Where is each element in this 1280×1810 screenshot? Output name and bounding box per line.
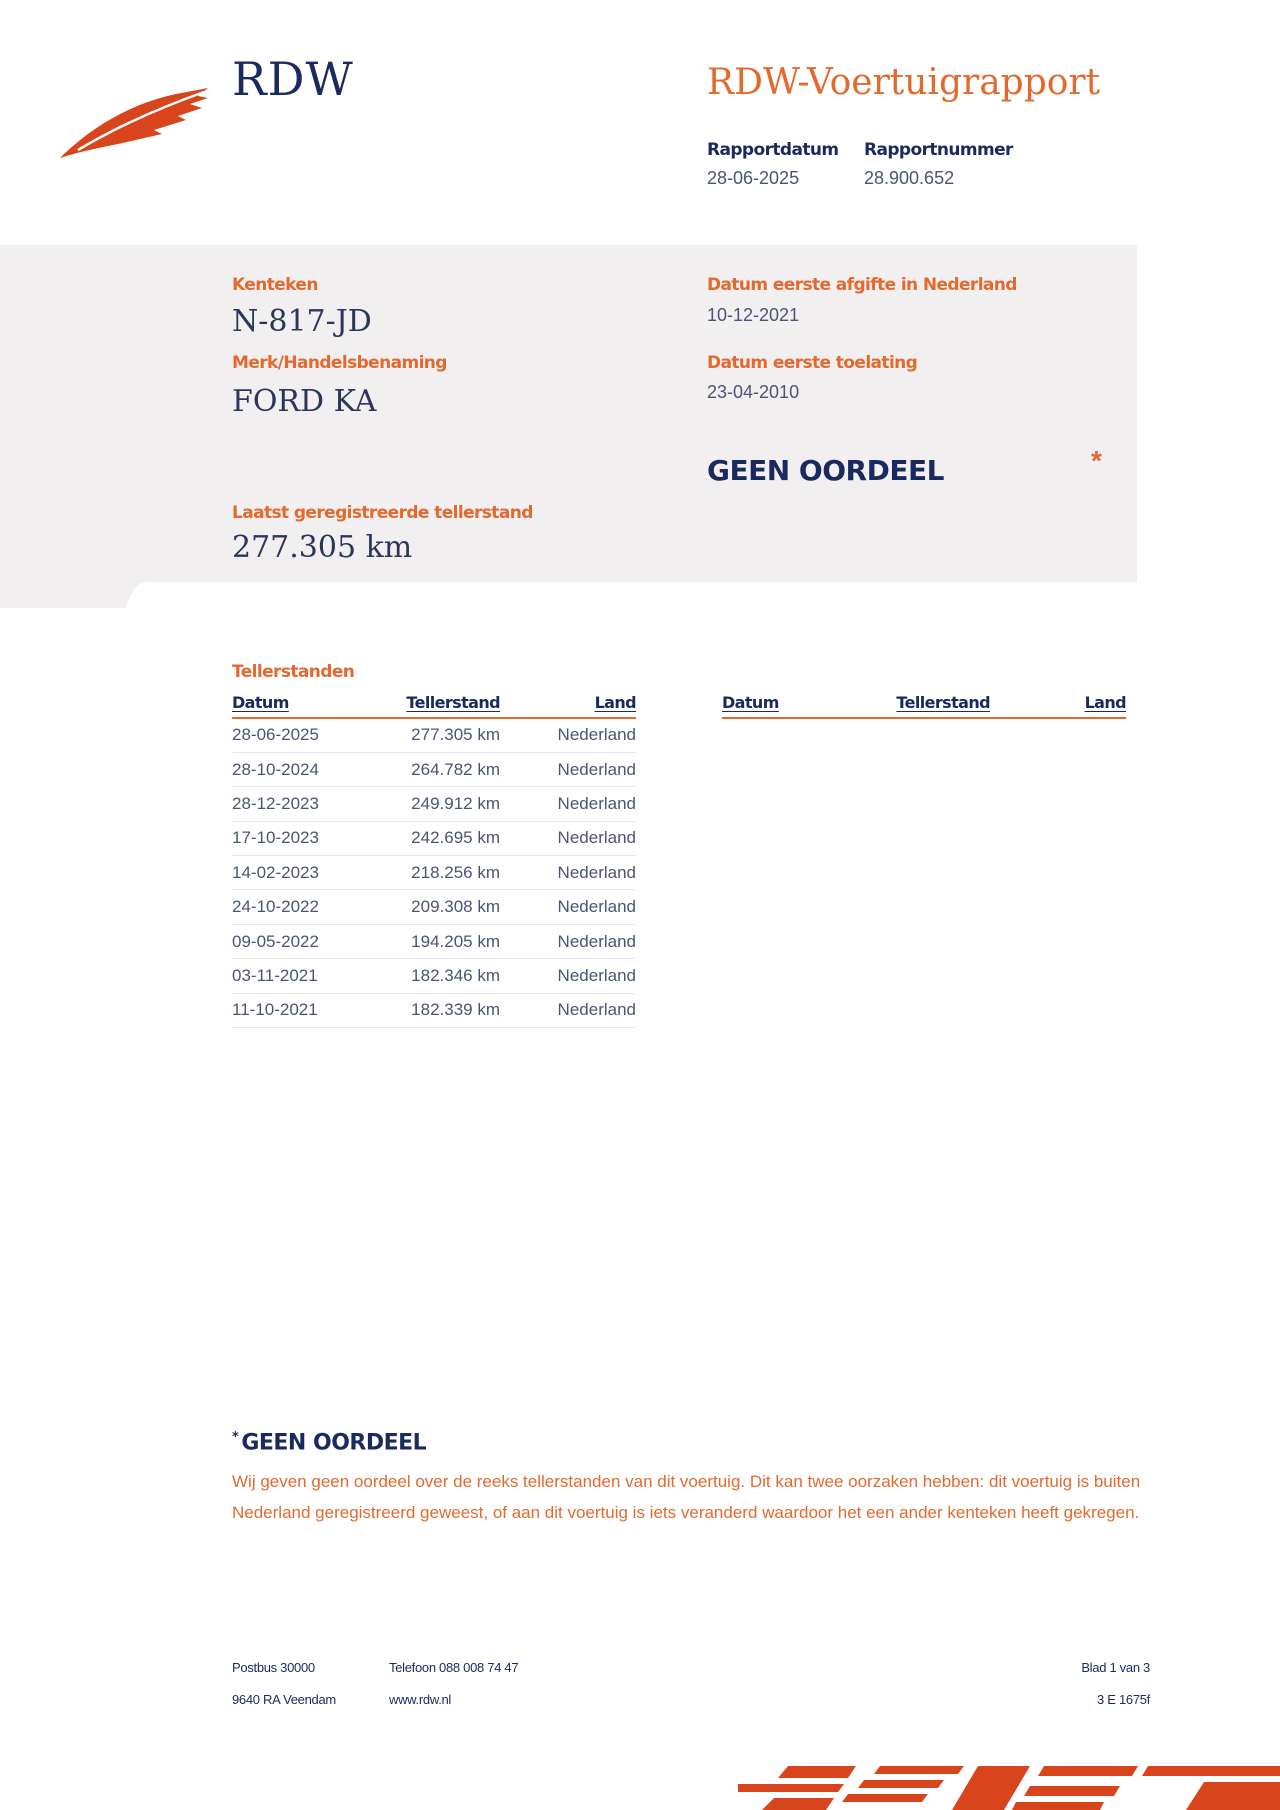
report-number: 28.900.652 bbox=[864, 168, 955, 188]
last-odometer-value: 277.305 km bbox=[232, 530, 413, 565]
odometer-reading: 194.205 km bbox=[378, 924, 500, 958]
plate-label: Kenteken bbox=[232, 275, 318, 295]
table-row bbox=[232, 993, 636, 1027]
odometer-table-left bbox=[232, 688, 636, 1028]
table-row bbox=[232, 924, 636, 958]
make-label: Merk/Handelsbenaming bbox=[232, 353, 447, 373]
footer-page-number: Blad 1 van 3 bbox=[1081, 1660, 1150, 1675]
odometer-date: 03-11-2021 bbox=[232, 959, 378, 993]
odometer-country: Nederland bbox=[500, 993, 636, 1027]
column-header-reading: Tellerstand bbox=[868, 688, 990, 718]
odometer-date: 28-10-2024 bbox=[232, 752, 378, 786]
odometer-date: 17-10-2023 bbox=[232, 821, 378, 855]
report-title: RDW-Voertuigrapport bbox=[707, 62, 1101, 103]
column-header-reading: Tellerstand bbox=[378, 688, 500, 718]
odometer-date: 14-02-2023 bbox=[232, 856, 378, 890]
last-odometer-label: Laatst geregistreerde tellerstand bbox=[232, 503, 533, 523]
footer-code: 3 E 1675f bbox=[1097, 1692, 1150, 1707]
brand-name: RDW bbox=[232, 52, 354, 106]
first-issue-nl-label: Datum eerste afgifte in Nederland bbox=[707, 275, 1017, 295]
column-header-date: Datum bbox=[722, 688, 868, 718]
column-header-country: Land bbox=[990, 688, 1126, 718]
table-row bbox=[232, 821, 636, 855]
rdw-stripes-icon bbox=[738, 1758, 1280, 1810]
table-row bbox=[232, 856, 636, 890]
odometer-section-title: Tellerstanden bbox=[232, 662, 355, 682]
footer-postbus: Postbus 30000 bbox=[232, 1660, 315, 1675]
odometer-reading: 218.256 km bbox=[378, 856, 500, 890]
vehicle-info-panel bbox=[0, 245, 1137, 582]
table-row bbox=[232, 890, 636, 924]
odometer-country: Nederland bbox=[500, 787, 636, 821]
odometer-country: Nederland bbox=[500, 752, 636, 786]
column-header-country: Land bbox=[500, 688, 636, 718]
odometer-reading: 209.308 km bbox=[378, 890, 500, 924]
table-header-row bbox=[232, 688, 636, 718]
make-value: FORD KA bbox=[232, 384, 377, 419]
report-date: 28-06-2025 bbox=[707, 168, 800, 188]
report-date-label: Rapportdatum bbox=[707, 140, 839, 160]
footnote-title bbox=[232, 1430, 426, 1455]
odometer-rows bbox=[232, 718, 636, 1028]
odometer-country: Nederland bbox=[500, 718, 636, 752]
odometer-date: 09-05-2022 bbox=[232, 924, 378, 958]
rdw-feather-logo-icon bbox=[58, 82, 210, 160]
verdict-asterisk: * bbox=[1091, 445, 1102, 476]
table-row bbox=[232, 752, 636, 786]
odometer-reading: 182.339 km bbox=[378, 993, 500, 1027]
info-panel-tab bbox=[0, 580, 1137, 610]
verdict-text: GEEN OORDEEL bbox=[707, 454, 944, 487]
odometer-reading: 249.912 km bbox=[378, 787, 500, 821]
odometer-country: Nederland bbox=[500, 890, 636, 924]
footnote-text: Wij geven geen oordeel over de reeks tellerstanden van dit voertuig. Dit kan twee oorzaken hebben: dit voertuig is buiten Nederland geregistreerd geweest, of aan dit voertuig is iets veranderd waardoor het een ander kenteken heeft gekregen. bbox=[232, 1472, 1141, 1522]
odometer-reading: 277.305 km bbox=[378, 718, 500, 752]
odometer-date: 24-10-2022 bbox=[232, 890, 378, 924]
footnote-marker: * bbox=[232, 1430, 239, 1445]
odometer-reading: 242.695 km bbox=[378, 821, 500, 855]
footnote-heading: GEEN OORDEEL bbox=[241, 1430, 427, 1456]
table-row bbox=[232, 718, 636, 752]
odometer-country: Nederland bbox=[500, 959, 636, 993]
footer-website[interactable]: www.rdw.nl bbox=[389, 1692, 452, 1707]
report-number-label: Rapportnummer bbox=[864, 140, 1013, 160]
odometer-date: 11-10-2021 bbox=[232, 993, 378, 1027]
odometer-country: Nederland bbox=[500, 856, 636, 890]
plate-value: N-817-JD bbox=[232, 304, 372, 339]
odometer-table-right bbox=[722, 688, 1126, 719]
first-issue-nl-value: 10-12-2021 bbox=[707, 305, 800, 325]
table-header-row bbox=[722, 688, 1126, 718]
first-admission-label: Datum eerste toelating bbox=[707, 353, 918, 373]
table-row bbox=[232, 959, 636, 993]
first-admission-value: 23-04-2010 bbox=[707, 382, 800, 402]
odometer-country: Nederland bbox=[500, 821, 636, 855]
odometer-date: 28-06-2025 bbox=[232, 718, 378, 752]
odometer-date: 28-12-2023 bbox=[232, 787, 378, 821]
footer-city: 9640 RA Veendam bbox=[232, 1692, 336, 1707]
table-row bbox=[232, 787, 636, 821]
column-header-date: Datum bbox=[232, 688, 378, 718]
odometer-reading: 264.782 km bbox=[378, 752, 500, 786]
odometer-country: Nederland bbox=[500, 924, 636, 958]
footer-phone: Telefoon 088 008 74 47 bbox=[389, 1660, 519, 1675]
odometer-reading: 182.346 km bbox=[378, 959, 500, 993]
